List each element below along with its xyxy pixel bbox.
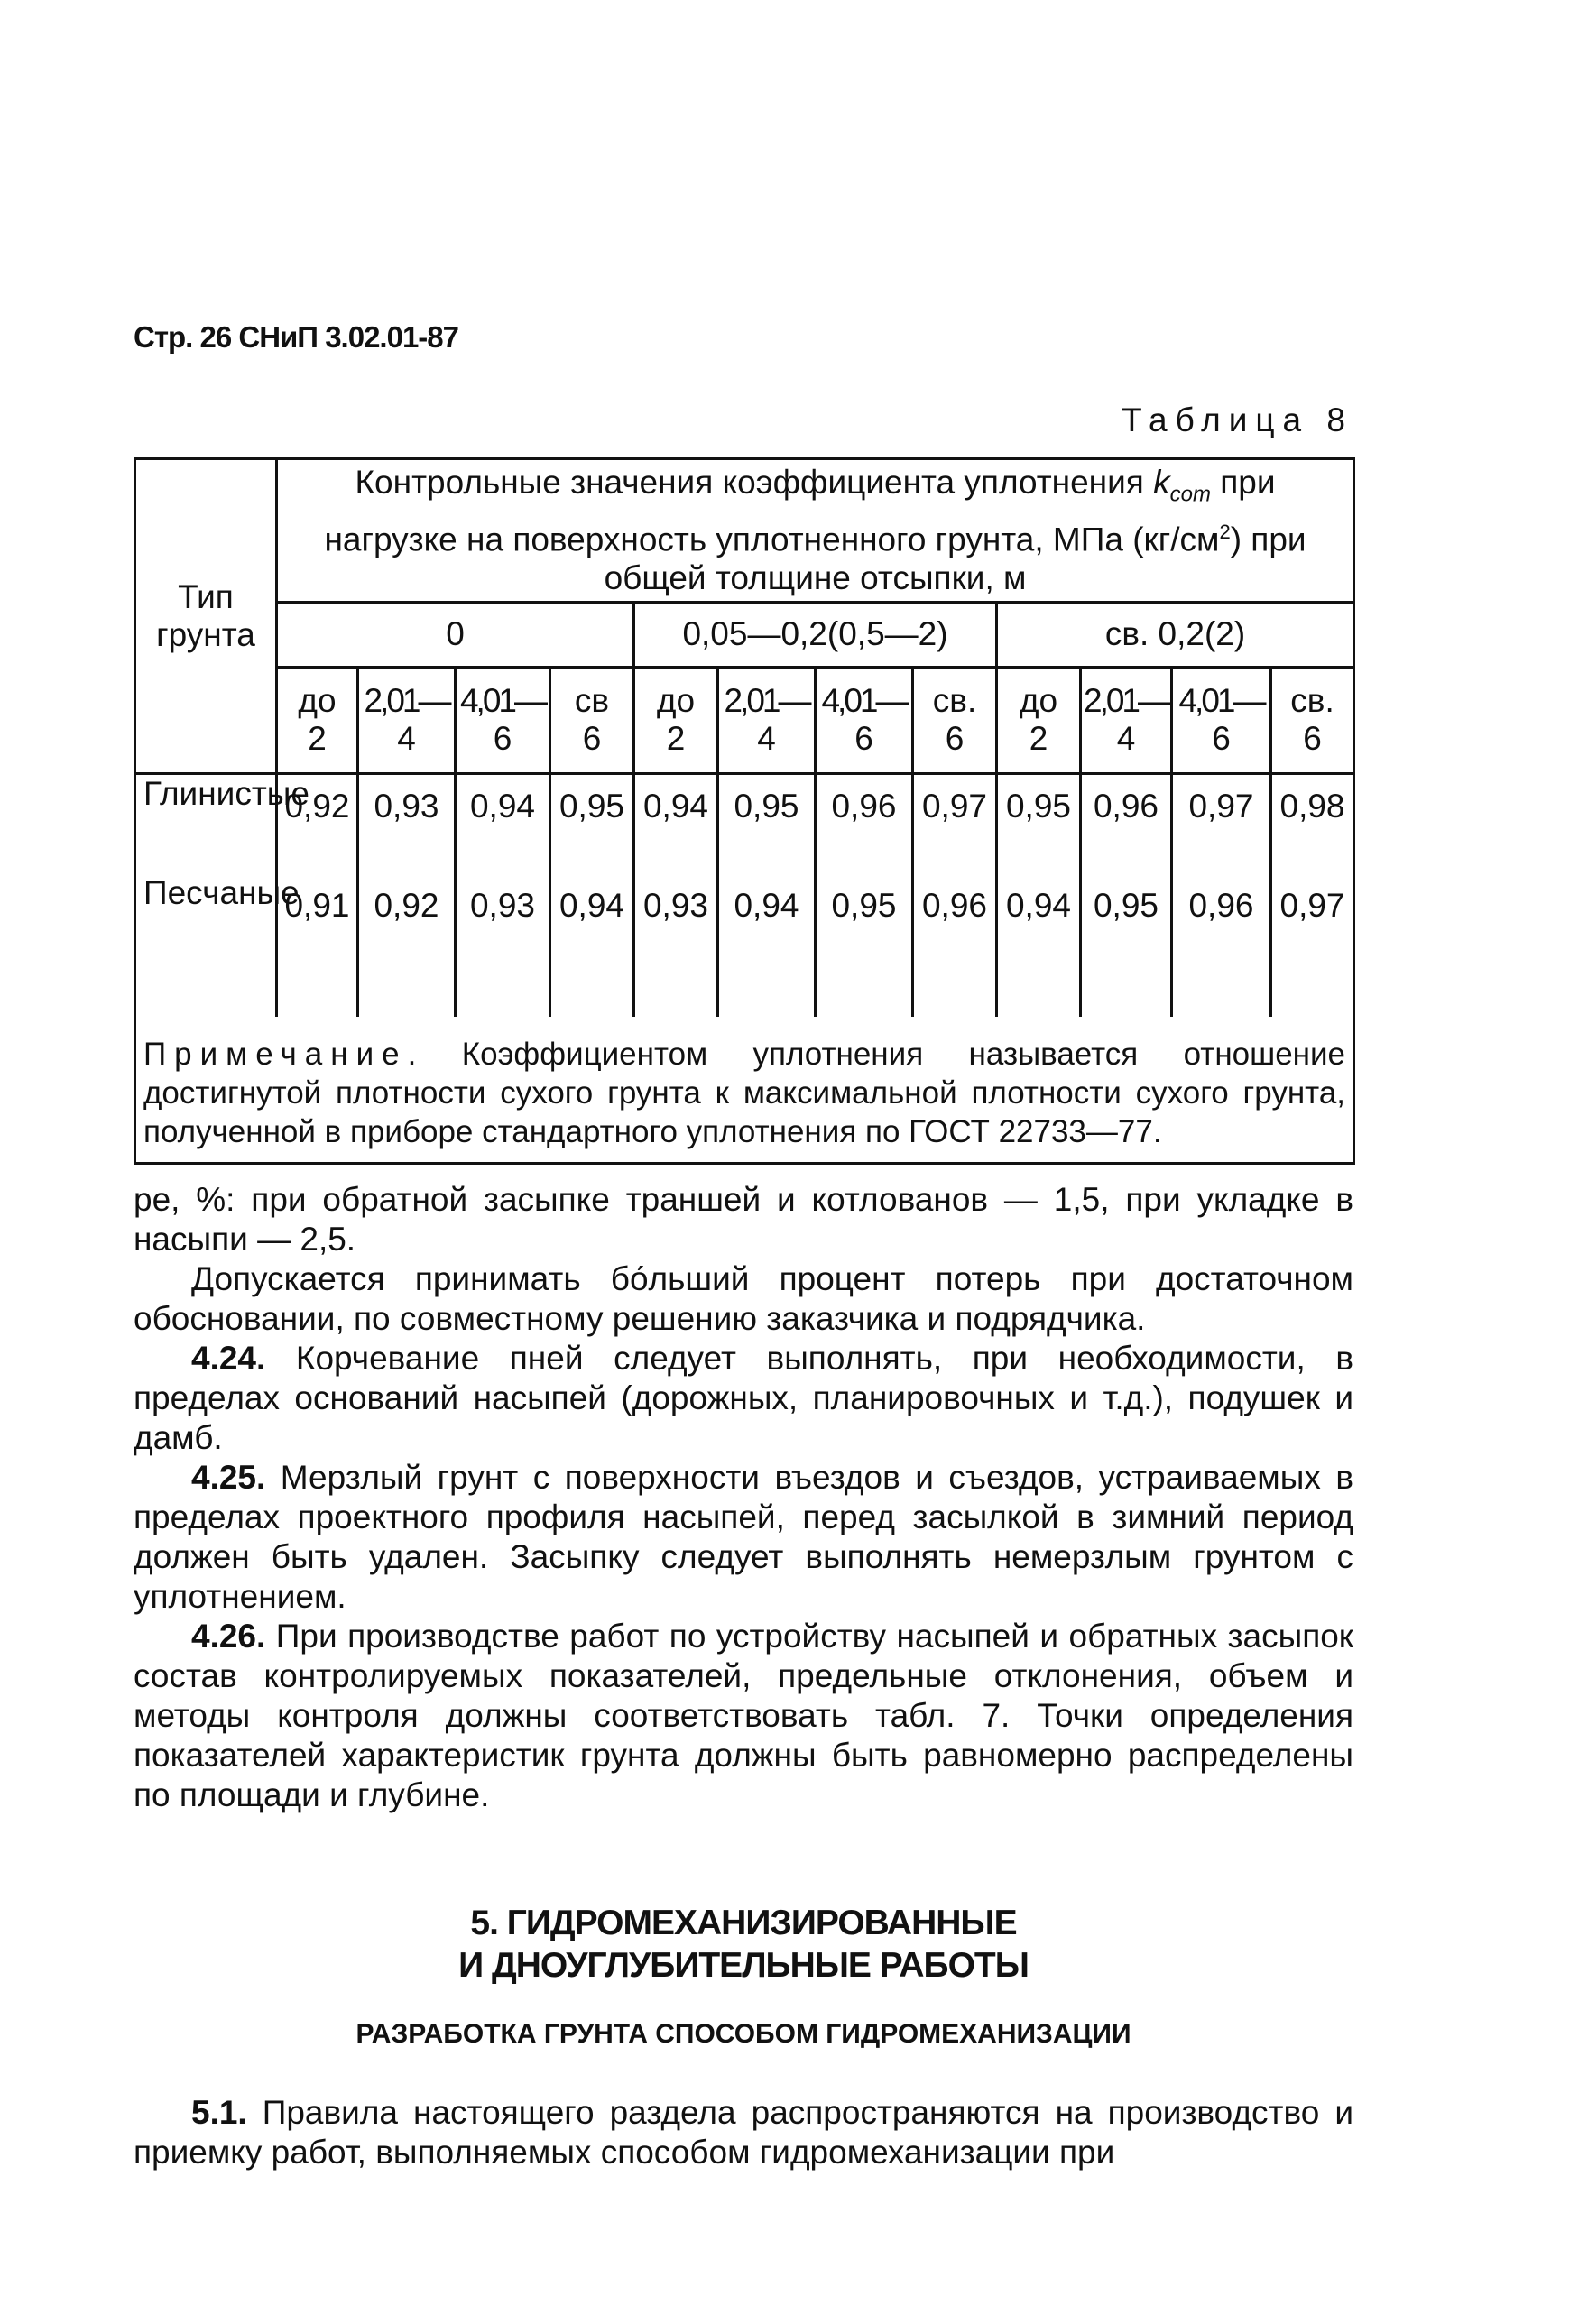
load-subheader-top: св. (932, 682, 977, 720)
subsection-title: РАЗРАБОТКА ГРУНТА СПОСОБОМ ГИДРОМЕХАНИЗАЦИИ (355, 2019, 1131, 2049)
sq-superscript: 2 (1219, 521, 1231, 544)
spacer-cell (456, 975, 550, 1017)
spacer-cell (1271, 975, 1354, 1017)
body-text (134, 1180, 1353, 1815)
value-cell: 0,96 (913, 874, 997, 975)
value-cell: 0,91 (277, 874, 358, 975)
section-title: 5. ГИДРОМЕХАНИЗИРОВАННЫЕ И ДНОУГЛУБИТЕЛЬНЫЕ РАБОТЫ (458, 1904, 1029, 1985)
body-text-section-5 (134, 2093, 1353, 2172)
value-cell: 0,93 (634, 874, 718, 975)
value-cell: 0,94 (997, 874, 1081, 975)
value-cell: 0,95 (997, 773, 1081, 874)
load-subheader-top: 4,01— (459, 682, 545, 720)
table-caption: Таблица 8 (1122, 401, 1353, 438)
thickness-group-1: 0,05—0,2(0,5—2) (634, 602, 997, 667)
load-subheader-bottom: 6 (582, 720, 602, 758)
soil-type-cell: Глинистые (135, 773, 277, 874)
spacer-cell (1172, 975, 1271, 1017)
load-subheader-5 (718, 667, 816, 773)
k-symbol: k (1153, 464, 1170, 501)
value-cell: 0,96 (816, 773, 913, 874)
spacer-cell (277, 975, 358, 1017)
paragraph-losses: Допускается принимать бо́льший процент потерь при достаточном обосновании, по совместному решению заказчика и подрядчика. (134, 1260, 1353, 1337)
page-header: Стр. 26 СНиП 3.02.01-87 (134, 320, 458, 354)
spacer-cell (816, 975, 913, 1017)
load-subheader-0 (277, 667, 358, 773)
note-text: . Коэффициентом уплотнения называется отношение достигнутой плотности сухого грунта к максимальной плотности сухого грунта, полученной в приборе стандартного уплотнения по ГОСТ 22733—77. (143, 1037, 1346, 1150)
load-subheader-top: до (1019, 682, 1058, 720)
load-subheader-top: 2,01— (724, 682, 809, 720)
load-subheader-top: до (656, 682, 696, 720)
value-cell: 0,96 (1081, 773, 1172, 874)
spacer-cell (1081, 975, 1172, 1017)
load-subheader-3 (550, 667, 634, 773)
load-subheader-bottom: 2 (308, 720, 327, 758)
spacer-cell (913, 975, 997, 1017)
load-subheader-bottom: 2 (666, 720, 686, 758)
value-cell: 0,93 (358, 773, 456, 874)
value-cell: 0,98 (1271, 773, 1354, 874)
spacer-cell (358, 975, 456, 1017)
spacer-cell (634, 975, 718, 1017)
load-subheader-bottom: 4 (397, 720, 416, 758)
value-cell: 0,94 (550, 874, 634, 975)
soil-type-header: Тип грунта (135, 459, 277, 774)
thickness-group-2: св. 0,2(2) (997, 602, 1354, 667)
main-header: Контрольные значения коэффициента уплотнения $k_{com}$ при нагрузке на поверхность уплотненного грунта, МПа $(кг/см^2)$ при общей толщине отсыпки, м (277, 459, 1354, 603)
note-label: Примечание (143, 1037, 408, 1073)
load-subheader-bottom: 6 (1303, 720, 1322, 758)
load-subheader-9 (1081, 667, 1172, 773)
load-subheader-2 (456, 667, 550, 773)
spacer-cell (718, 975, 816, 1017)
thickness-group-0: 0 (277, 602, 634, 667)
load-subheader-top: 2,01— (364, 682, 449, 720)
load-subheader-6 (816, 667, 913, 773)
spacer-cell (550, 975, 634, 1017)
value-cell: 0,97 (1172, 773, 1271, 874)
load-subheader-bottom: 4 (757, 720, 776, 758)
paragraph-continuation: ре, %: при обратной засыпке траншей и котлованов — 1,5, при укладке в насыпи — 2,5. (134, 1181, 1353, 1258)
paragraph-5-1: 5.1. Правила настоящего раздела распространяются на производство и приемку работ, выполняемых способом гидромеханизации при (134, 2094, 1353, 2171)
load-subheader-top: до (298, 682, 337, 720)
table-note (135, 1017, 1354, 1164)
value-cell: 0,97 (913, 773, 997, 874)
load-subheader-top: св (574, 682, 610, 720)
load-subheader-bottom: 4 (1116, 720, 1136, 758)
spacer-cell (135, 975, 277, 1017)
load-subheader-7 (913, 667, 997, 773)
value-cell: 0,95 (816, 874, 913, 975)
paragraph-4-24: 4.24. Корчевание пней следует выполнять, при необходимости, в пределах оснований насыпей (дорожных, планировочных и т.д.), подушек и дамб. (134, 1340, 1353, 1456)
value-cell: 0,92 (358, 874, 456, 975)
spacer-cell (997, 975, 1081, 1017)
value-cell: 0,95 (718, 773, 816, 874)
load-subheader-top: 4,01— (821, 682, 907, 720)
paragraph-4-26: 4.26. При производстве работ по устройству насыпей и обратных засыпок состав контролируемых показателей, предельные отклонения, объем и методы контроля должны соответствовать табл. 7. Точки определения показателей характеристик грунта должны быть равномерно распределены по площади и глубине. (134, 1618, 1353, 1813)
value-cell: 0,93 (456, 874, 550, 975)
load-subheader-bottom: 6 (854, 720, 873, 758)
value-cell: 0,94 (634, 773, 718, 874)
value-cell: 0,95 (550, 773, 634, 874)
document-page (134, 0, 1353, 2324)
value-cell: 0,97 (1271, 874, 1354, 975)
value-cell: 0,94 (456, 773, 550, 874)
load-subheader-10 (1172, 667, 1271, 773)
value-cell: 0,96 (1172, 874, 1271, 975)
value-cell: 0,94 (718, 874, 816, 975)
compaction-table (134, 457, 1355, 1165)
value-cell: 0,95 (1081, 874, 1172, 975)
load-subheader-bottom: 6 (945, 720, 965, 758)
load-subheader-11 (1271, 667, 1354, 773)
value-cell: 0,92 (277, 773, 358, 874)
load-subheader-8 (997, 667, 1081, 773)
k-subscript: com (1169, 482, 1211, 507)
soil-type-cell: Песчаные (135, 874, 277, 975)
load-subheader-top: 2,01— (1084, 682, 1169, 720)
load-subheader-1 (358, 667, 456, 773)
table-8 (134, 457, 1353, 1165)
load-subheader-top: св. (1290, 682, 1334, 720)
load-subheader-top: 4,01— (1178, 682, 1264, 720)
load-subheader-bottom: 2 (1029, 720, 1048, 758)
load-subheader-4 (634, 667, 718, 773)
paragraph-4-25: 4.25. Мерзлый грунт с поверхности въездов и съездов, устраиваемых в пределах проектного профиля насыпей, перед засылкой в зимний период должен быть удален. Засыпку следует выполнять немерзлым грунтом с уплотнением. (134, 1459, 1353, 1615)
load-subheader-bottom: 6 (493, 720, 512, 758)
load-subheader-bottom: 6 (1212, 720, 1231, 758)
